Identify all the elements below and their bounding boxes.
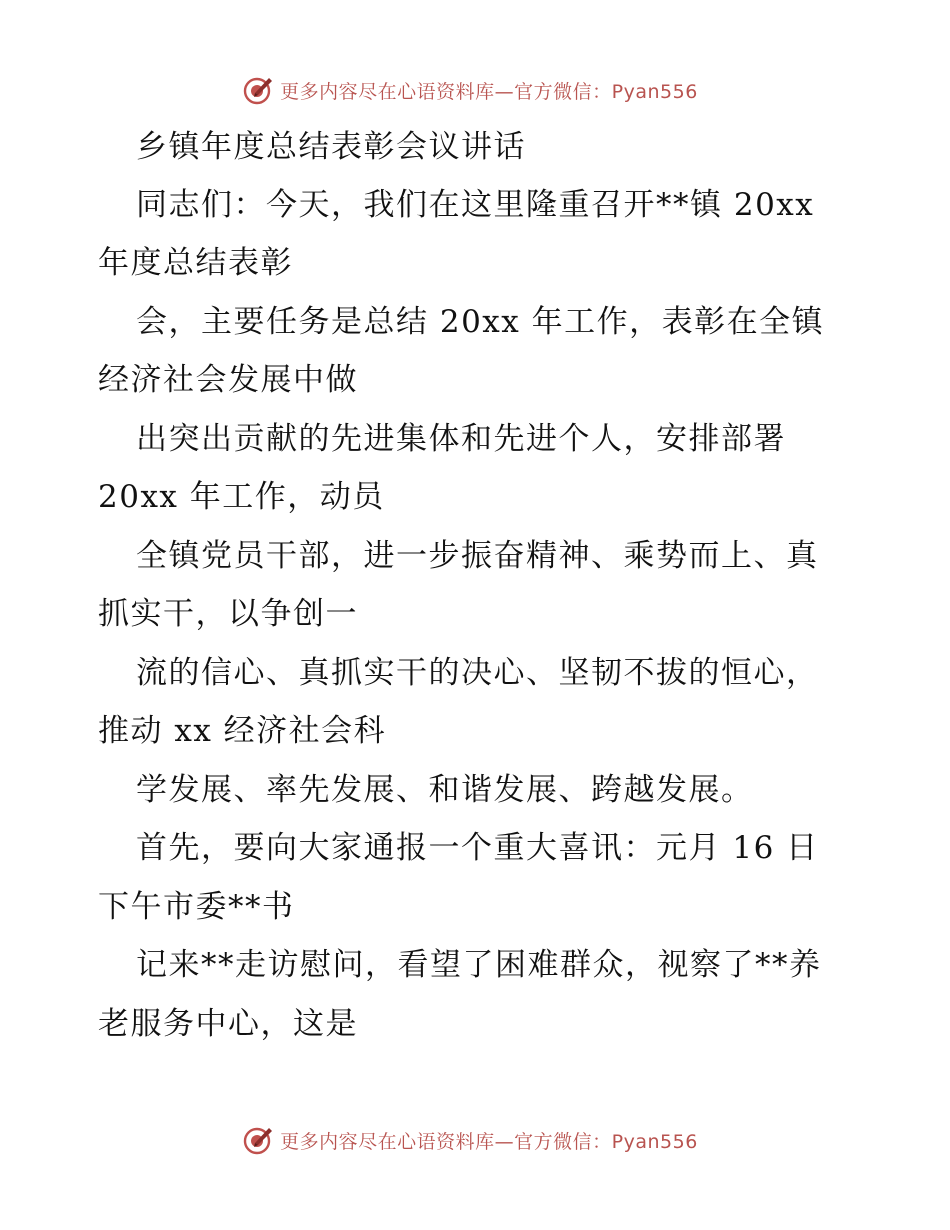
document-line: 会，主要任务是总结 20xx 年工作，表彰在全镇	[136, 304, 825, 340]
footer-watermark	[0, 1120, 950, 1160]
document-line: 年度总结表彰	[98, 245, 293, 281]
footer-watermark-text: 更多内容尽在心语资料库—官方微信：Pyan556	[280, 1130, 698, 1153]
document-title: 乡镇年度总结表彰会议讲话	[136, 129, 526, 165]
document-line: 抓实干，以争创一	[98, 596, 358, 632]
document-line: 学发展、率先发展、和谐发展、跨越发展。	[136, 772, 754, 808]
document-line: 下午市委**书	[98, 889, 295, 925]
footer-watermark-inner	[242, 1124, 698, 1156]
pen-logo-icon	[242, 1124, 274, 1156]
document-line: 出突出贡献的先进集体和先进个人，安排部署	[136, 421, 786, 457]
document-line: 流的信心、真抓实干的决心、坚韧不拔的恒心，	[136, 655, 819, 691]
document-line: 记来**走访慰问，看望了困难群众，视察了**养	[136, 947, 822, 983]
document-line: 首先，要向大家通报一个重大喜讯：元月 16 日	[136, 830, 819, 866]
document-line: 同志们：今天，我们在这里隆重召开**镇 20xx	[136, 187, 815, 223]
document-line: 老服务中心，这是	[98, 1006, 358, 1042]
document-line: 全镇党员干部，进一步振奋精神、乘势而上、真	[136, 538, 819, 574]
header-watermark-text: 更多内容尽在心语资料库—官方微信：Pyan556	[280, 80, 698, 103]
document-line: 20xx 年工作，动员	[98, 479, 385, 515]
document-line: 推动 xx 经济社会科	[98, 713, 387, 749]
document-line: 经济社会发展中做	[98, 362, 358, 398]
